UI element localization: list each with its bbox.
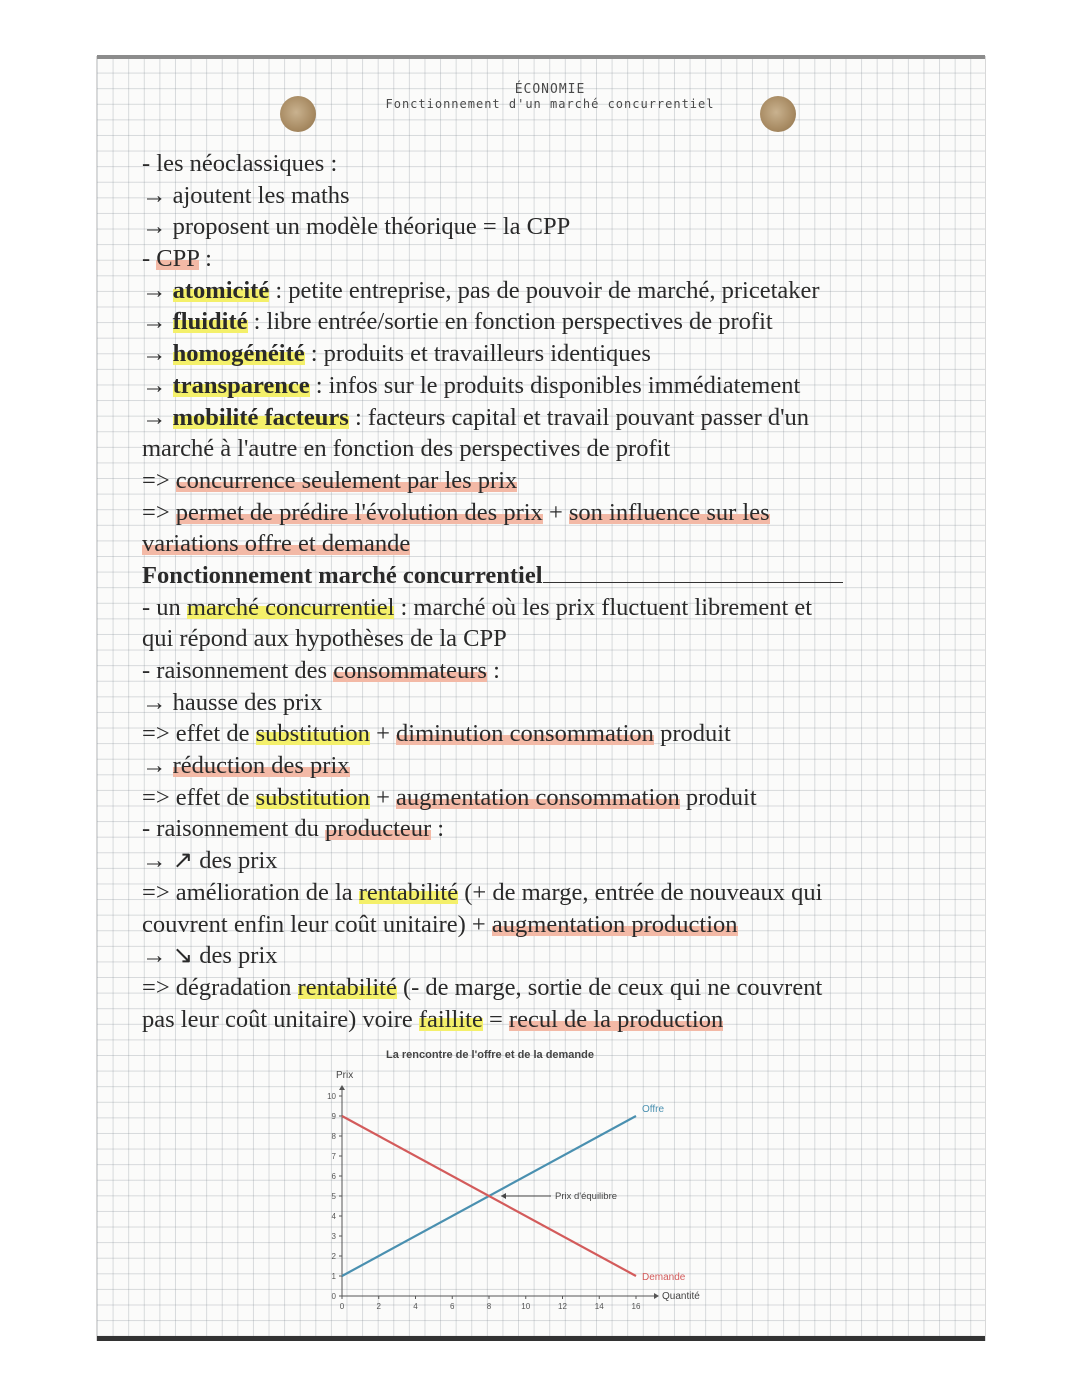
note-line [142, 877, 942, 909]
note-line [142, 465, 942, 497]
note-text: => effet de [142, 783, 256, 811]
note-text: - raisonnement du [142, 815, 326, 843]
note-text: => [142, 466, 176, 494]
x-tick-label: 12 [558, 1302, 567, 1311]
note-text: pas leur coût unitaire) voire [142, 1005, 419, 1033]
handwritten-notes [142, 148, 942, 1035]
x-tick-label: 10 [521, 1302, 531, 1311]
legend-demande: Demande [642, 1272, 686, 1283]
note-line [142, 845, 942, 877]
highlighted-text: mobilité facteurs [172, 403, 349, 431]
note-text: → [142, 276, 173, 304]
note-text: → ↘ des prix [142, 942, 278, 970]
note-text: + [542, 498, 569, 526]
highlighted-text: substitution [255, 783, 370, 811]
highlighted-text: augmentation production [491, 910, 738, 938]
note-text: => effet de [142, 720, 256, 748]
note-text: → [142, 371, 173, 399]
y-tick-label: 7 [331, 1152, 336, 1161]
note-text: : petite entreprise, pas de pouvoir de marché, pricetaker [269, 276, 820, 304]
x-tick-label: 0 [339, 1302, 345, 1311]
highlighted-text: diminution consommation [396, 720, 654, 748]
highlighted-text: substitution [255, 720, 370, 748]
note-line [142, 623, 942, 655]
highlighted-text: variations offre et demande [142, 530, 411, 558]
y-axis-arrow [339, 1085, 345, 1090]
highlighted-text: CPP [156, 245, 199, 273]
note-line [142, 750, 942, 782]
note-text: => amélioration de la [142, 878, 359, 906]
note-text: => [142, 498, 176, 526]
page-top-edge [97, 55, 985, 59]
note-line [142, 370, 942, 402]
y-axis-label: Prix [336, 1070, 354, 1081]
highlighted-text: faillite [418, 1005, 483, 1033]
note-text: = [482, 1005, 509, 1033]
note-line [142, 687, 942, 719]
y-tick-label: 8 [331, 1132, 336, 1141]
punch-hole-right [760, 96, 796, 132]
x-axis-arrow [654, 1293, 659, 1299]
x-tick-label: 8 [486, 1302, 492, 1311]
note-line [142, 972, 942, 1004]
note-line [142, 433, 942, 465]
note-line [142, 592, 942, 624]
note-text: : [198, 245, 212, 273]
note-text: : [431, 815, 445, 843]
highlighted-text: augmentation consommation [396, 783, 680, 811]
heading-underline [543, 562, 843, 583]
highlighted-text: consommateurs [333, 657, 487, 684]
note-text: → [142, 403, 173, 431]
y-tick-label: 5 [331, 1192, 336, 1201]
highlighted-text: rentabilité [358, 878, 459, 906]
note-text: → [142, 752, 173, 780]
y-tick-label: 9 [331, 1112, 336, 1121]
note-line [142, 338, 942, 370]
x-tick-label: 14 [594, 1302, 604, 1311]
chart-title: La rencontre de l'offre et de la demande [385, 1049, 594, 1061]
annotation-label: Prix d'équilibre [555, 1191, 618, 1202]
note-text: + [369, 720, 397, 748]
page-bottom-edge [97, 1336, 985, 1341]
note-text: => dégradation [142, 973, 298, 1001]
highlighted-text: recul de la production [508, 1005, 724, 1033]
note-text: : libre entrée/sortie en fonction perspectives de profit [247, 308, 773, 336]
y-tick-label: 6 [331, 1172, 336, 1181]
note-text: + [369, 783, 397, 811]
note-text: : infos sur le produits disponibles immédiatement [309, 371, 801, 399]
note-line [142, 275, 942, 307]
x-tick-label: 2 [376, 1302, 381, 1311]
note-text: : marché où les prix fluctuent librement et [394, 593, 813, 621]
note-text: → [142, 308, 173, 336]
punch-hole-left [280, 96, 316, 132]
note-text: couvrent enfin leur coût unitaire) + [142, 910, 492, 938]
note-text: : produits et travailleurs identiques [304, 340, 651, 368]
y-tick-label: 1 [331, 1272, 336, 1281]
note-text: produit [679, 783, 757, 811]
note-text: - [142, 245, 157, 273]
note-text: (+ de marge, entrée de nouveaux qui [458, 878, 823, 906]
highlighted-text: atomicité [172, 276, 270, 304]
x-tick-label: 16 [631, 1302, 641, 1311]
highlighted-text: son influence sur les [568, 498, 770, 526]
note-line [142, 560, 942, 592]
note-text: qui répond aux hypothèses de la CPP [142, 625, 507, 653]
y-tick-label: 0 [331, 1292, 336, 1301]
note-line [142, 402, 942, 434]
legend-offre: Offre [642, 1104, 665, 1115]
note-line [142, 148, 942, 180]
x-tick-label: 6 [450, 1302, 455, 1311]
highlighted-text: marché concurrentiel [186, 593, 395, 621]
note-text: Fonctionnement marché concurrentiel [142, 561, 543, 589]
highlighted-text: homogénéité [172, 340, 305, 368]
header-subject: ÉCONOMIE [514, 82, 586, 97]
note-text: - raisonnement des [142, 657, 334, 684]
y-tick-label: 2 [331, 1252, 336, 1261]
supply-demand-chart [320, 1060, 720, 1315]
note-text: : [486, 657, 500, 684]
note-line [142, 718, 942, 750]
highlighted-text: transparence [172, 371, 310, 399]
note-line [142, 497, 942, 529]
page-header [380, 82, 720, 111]
note-text: → ↗ des prix [142, 847, 278, 875]
note-text: produit [653, 720, 731, 748]
highlighted-text: producteur [325, 815, 432, 843]
annotation-arrow-head [501, 1193, 506, 1199]
note-line [142, 211, 942, 243]
highlighted-text: réduction des prix [172, 752, 350, 780]
y-tick-label: 4 [331, 1212, 336, 1221]
note-text: (- de marge, sortie de ceux qui ne couvrent [396, 973, 823, 1001]
note-line [142, 940, 942, 972]
note-line [142, 306, 942, 338]
note-text: - un [142, 593, 187, 621]
note-text: → hausse des prix [142, 688, 323, 716]
note-text: → proposent un modèle théorique = la CPP [142, 213, 571, 241]
note-line [142, 243, 942, 275]
highlighted-text: rentabilité [297, 973, 397, 1001]
note-line [142, 813, 942, 845]
header-subtitle: Fonctionnement d'un marché concurrentiel [385, 97, 715, 111]
x-tick-label: 4 [413, 1302, 418, 1311]
note-line [142, 528, 942, 560]
note-line [142, 782, 942, 814]
highlighted-text: concurrence seulement par les prix [175, 466, 518, 494]
y-tick-label: 10 [327, 1092, 336, 1101]
note-line [142, 909, 942, 941]
highlighted-text: permet de prédire l'évolution des prix [175, 498, 543, 526]
y-tick-label: 3 [331, 1232, 336, 1241]
note-line [142, 1004, 942, 1036]
note-text: marché à l'autre en fonction des perspectives de profit [142, 435, 671, 463]
highlighted-text: fluidité [172, 308, 248, 336]
note-line [142, 655, 942, 687]
note-line [142, 180, 942, 212]
note-text: → ajoutent les maths [142, 181, 350, 209]
note-text: → [142, 340, 173, 368]
x-axis-label: Quantité [662, 1291, 700, 1302]
note-text: : facteurs capital et travail pouvant passer d'un [348, 403, 810, 431]
note-text: - les néoclassiques : [142, 150, 338, 177]
